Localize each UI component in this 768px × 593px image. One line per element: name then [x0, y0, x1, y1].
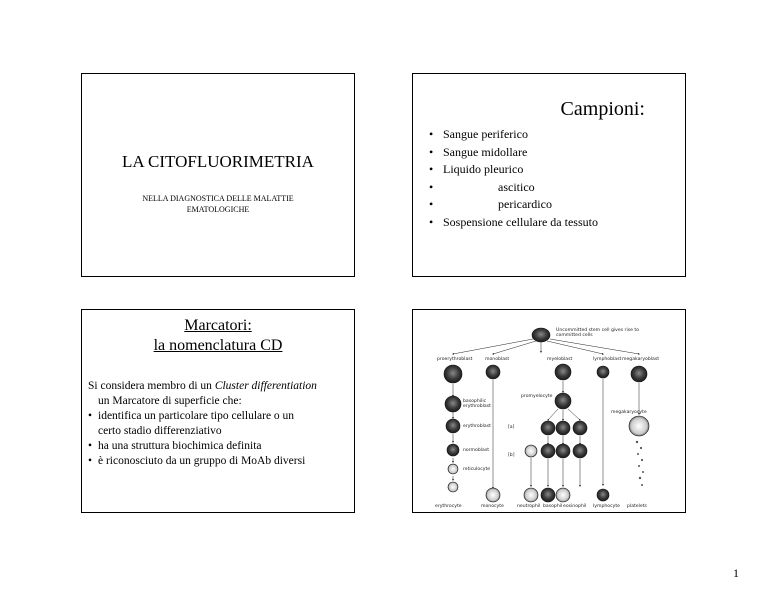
lymphocyte-cell-icon [597, 489, 609, 501]
label-erythroblast: erythroblast [463, 424, 491, 429]
list-item: • Sangue midollare [429, 144, 598, 162]
metamyelocyte-cell-icon [573, 444, 587, 458]
label-platelets: platelets [627, 504, 647, 509]
label-lymphoblast: lymphoblast [593, 357, 622, 362]
myelocyte-cell-icon [573, 421, 587, 435]
slide-3-title-line2: la nomenclatura CD [153, 337, 283, 354]
label-basophilic: basophilic [463, 399, 487, 404]
list-item: • Sospensione cellulare da tessuto [429, 214, 598, 232]
marker-properties-list [88, 409, 348, 469]
myeloblast-cell-icon [555, 364, 571, 380]
slide-3-title-line1: Marcatori: [184, 317, 252, 334]
slide-1 [81, 73, 355, 277]
label-eosinophil: eosinophil [563, 504, 587, 509]
metamyelocyte-cell-icon [556, 444, 570, 458]
label-a: [a] [508, 425, 515, 430]
slide-3 [81, 309, 355, 513]
label-basophilic-erythroblast: erythroblast [463, 404, 491, 409]
neutrophil-cell-icon [524, 488, 538, 502]
basophil-cell-icon [541, 488, 555, 502]
label-monocyte: monocyte [481, 504, 504, 509]
promyelocyte-cell-icon [555, 393, 571, 409]
label-proerythroblast: proerythroblast [437, 357, 473, 362]
label-b: [b] [508, 453, 515, 458]
list-item: • identifica un particolare tipo cellulare o un certo stadio differenziativo [88, 409, 348, 439]
list-item: • ha una struttura biochimica definita [88, 439, 348, 454]
label-erythrocyte: erythrocyte [435, 504, 462, 509]
list-item: • pericardico [429, 196, 598, 214]
monocyte-cell-icon [486, 488, 500, 502]
label-megakaryoblast: megakaryoblast [622, 357, 660, 362]
slide-3-title [82, 316, 354, 356]
label-basophil: basophil [543, 504, 563, 509]
list-item: • ascitico [429, 179, 598, 197]
slide-1-subtitle-line2: EMATOLOGICHE [186, 205, 250, 214]
label-promyelocyte: promyelocyte [521, 394, 553, 399]
eosinophil-cell-icon [556, 488, 570, 502]
slide-3-body [88, 379, 348, 469]
slide-3-intro: Si considera membro di un Cluster differentiation un Marcatore di superficie che: [88, 380, 317, 407]
megakaryoblast-cell-icon [631, 366, 647, 382]
label-neutrophil: neutrophil [517, 504, 541, 509]
reticulocyte-cell-icon [448, 464, 458, 474]
list-item: • Sangue periferico [429, 126, 598, 144]
slide-1-subtitle-line1: NELLA DIAGNOSTICA DELLE MALATTIE [142, 194, 294, 203]
list-item: • Liquido pleurico [429, 161, 598, 179]
normoblast-cell-icon [447, 444, 459, 456]
monoblast-cell-icon [486, 365, 500, 379]
erythroblast-cell-icon [446, 419, 460, 433]
erythrocyte-cell-icon [448, 482, 458, 492]
stem-cell-label-2: committed cells [556, 333, 593, 338]
label-normoblast: normoblast [463, 448, 490, 453]
metamyelocyte-cell-icon [525, 445, 537, 457]
label-reticulocyte: reticulocyte [463, 467, 491, 472]
stem-cell-label: Uncommitted stem cell gives rise to [556, 328, 640, 333]
proerythroblast-cell-icon [444, 365, 462, 383]
label-megakaryocyte: megakaryocyte [611, 410, 647, 415]
hematopoiesis-diagram [413, 310, 687, 514]
platelets-dots-icon [636, 441, 644, 486]
slide-2 [412, 73, 686, 277]
basophilic-erythroblast-cell-icon [445, 396, 461, 412]
list-item: • è riconosciuto da un gruppo di MoAb diversi [88, 454, 348, 469]
slide-2-title: Campioni: [560, 98, 645, 120]
stem-cell-icon [532, 328, 550, 342]
metamyelocyte-cell-icon [541, 444, 555, 458]
label-myeloblast: myeloblast [547, 357, 573, 362]
myelocyte-cell-icon [541, 421, 555, 435]
page-number: 1 [733, 566, 739, 580]
slide-1-subtitle [122, 193, 314, 215]
myelocyte-cell-icon [556, 421, 570, 435]
slide-1-title: LA CITOFLUORIMETRIA [122, 152, 314, 171]
lymphoblast-cell-icon [597, 366, 609, 378]
label-monoblast: monoblast [485, 357, 510, 362]
label-lymphocyte: lymphocyte [593, 504, 620, 509]
slide-4 [412, 309, 686, 513]
samples-list [429, 126, 598, 231]
megakaryocyte-cell-icon [629, 416, 649, 436]
